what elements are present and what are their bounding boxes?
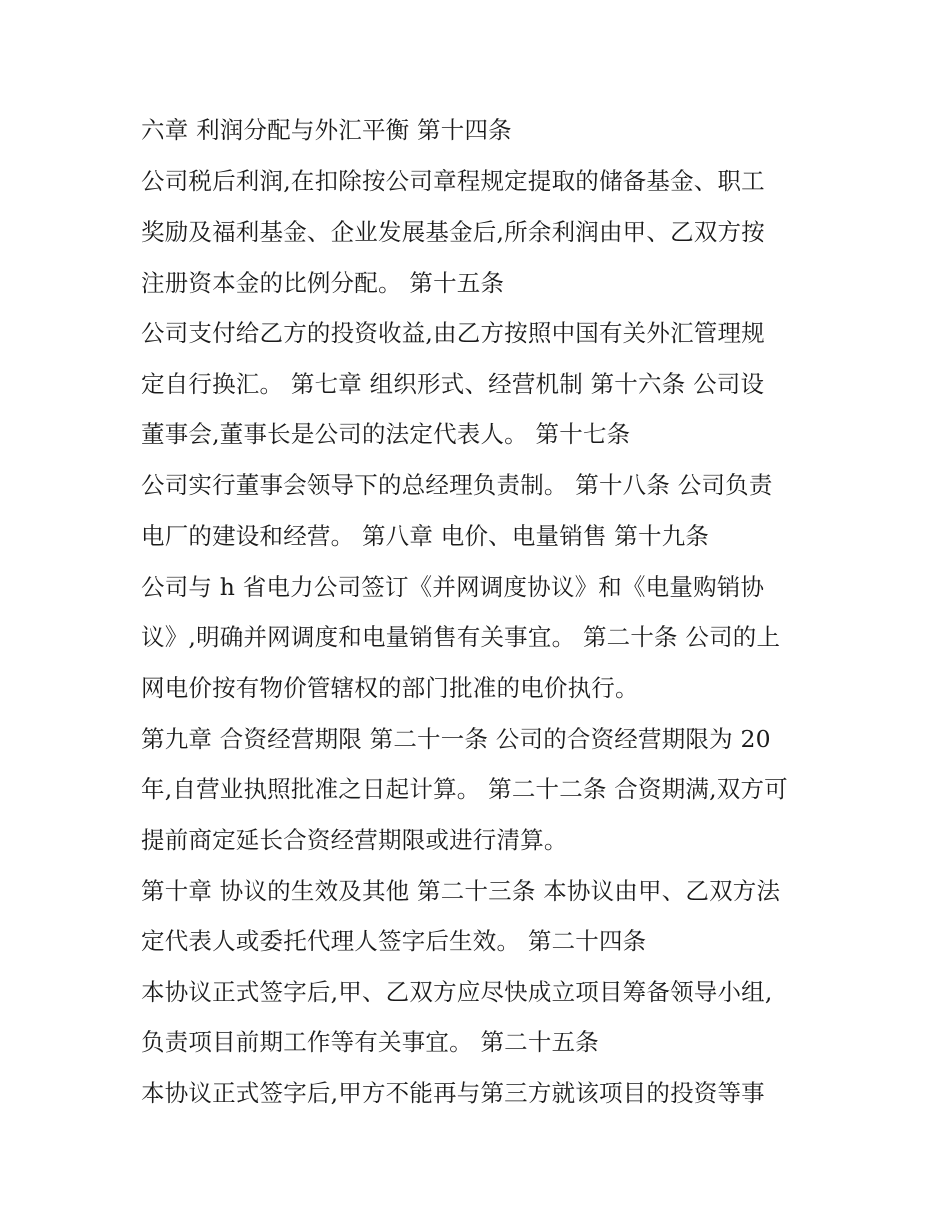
text-line: 第十章 协议的生效及其他 第二十三条 本协议由甲、乙双方法 <box>141 877 781 905</box>
text-line: 公司支付给乙方的投资收益,由乙方按照中国有关外汇管理规 <box>141 319 765 347</box>
text-line: 公司税后利润,在扣除按公司章程规定提取的储备基金、职工 <box>141 167 765 195</box>
text-line: 公司实行董事会领导下的总经理负责制。 第十八条 公司负责 <box>141 471 773 499</box>
text-line: 奖励及福利基金、企业发展基金后,所余利润由甲、乙双方按 <box>141 218 765 246</box>
text-line: 本协议正式签字后,甲方不能再与第三方就该项目的投资等事 <box>141 1079 765 1107</box>
text-line: 定自行换汇。 第七章 组织形式、经营机制 第十六条 公司设 <box>141 370 765 398</box>
text-line: 网电价按有物价管辖权的部门批准的电价执行。 <box>141 674 639 702</box>
text-line: 六章 利润分配与外汇平衡 第十四条 <box>141 116 512 144</box>
text-line: 年,自营业执照批准之日起计算。 第二十二条 合资期满,双方可 <box>141 775 788 803</box>
text-line: 第九章 合资经营期限 第二十一条 公司的合资经营期限为 20 <box>141 725 771 753</box>
text-line: 本协议正式签字后,甲、乙双方应尽快成立项目筹备领导小组, <box>141 978 773 1006</box>
text-line: 提前商定延长合资经营期限或进行清算。 <box>141 826 568 854</box>
text-line: 董事会,董事长是公司的法定代表人。 第十七条 <box>141 420 631 448</box>
text-line: 定代表人或委托代理人签字后生效。 第二十四条 <box>141 927 647 955</box>
text-line: 注册资本金的比例分配。 第十五条 <box>141 269 505 297</box>
text-line: 负责项目前期工作等有关事宜。 第二十五条 <box>141 1028 599 1056</box>
text-line: 电厂的建设和经营。 第八章 电价、电量销售 第十九条 <box>141 522 710 550</box>
text-line: 公司与 h 省电力公司签订《并网调度协议》和《电量购销协 <box>141 573 765 601</box>
text-line: 议》,明确并网调度和电量销售有关事宜。 第二十条 公司的上 <box>141 623 781 651</box>
